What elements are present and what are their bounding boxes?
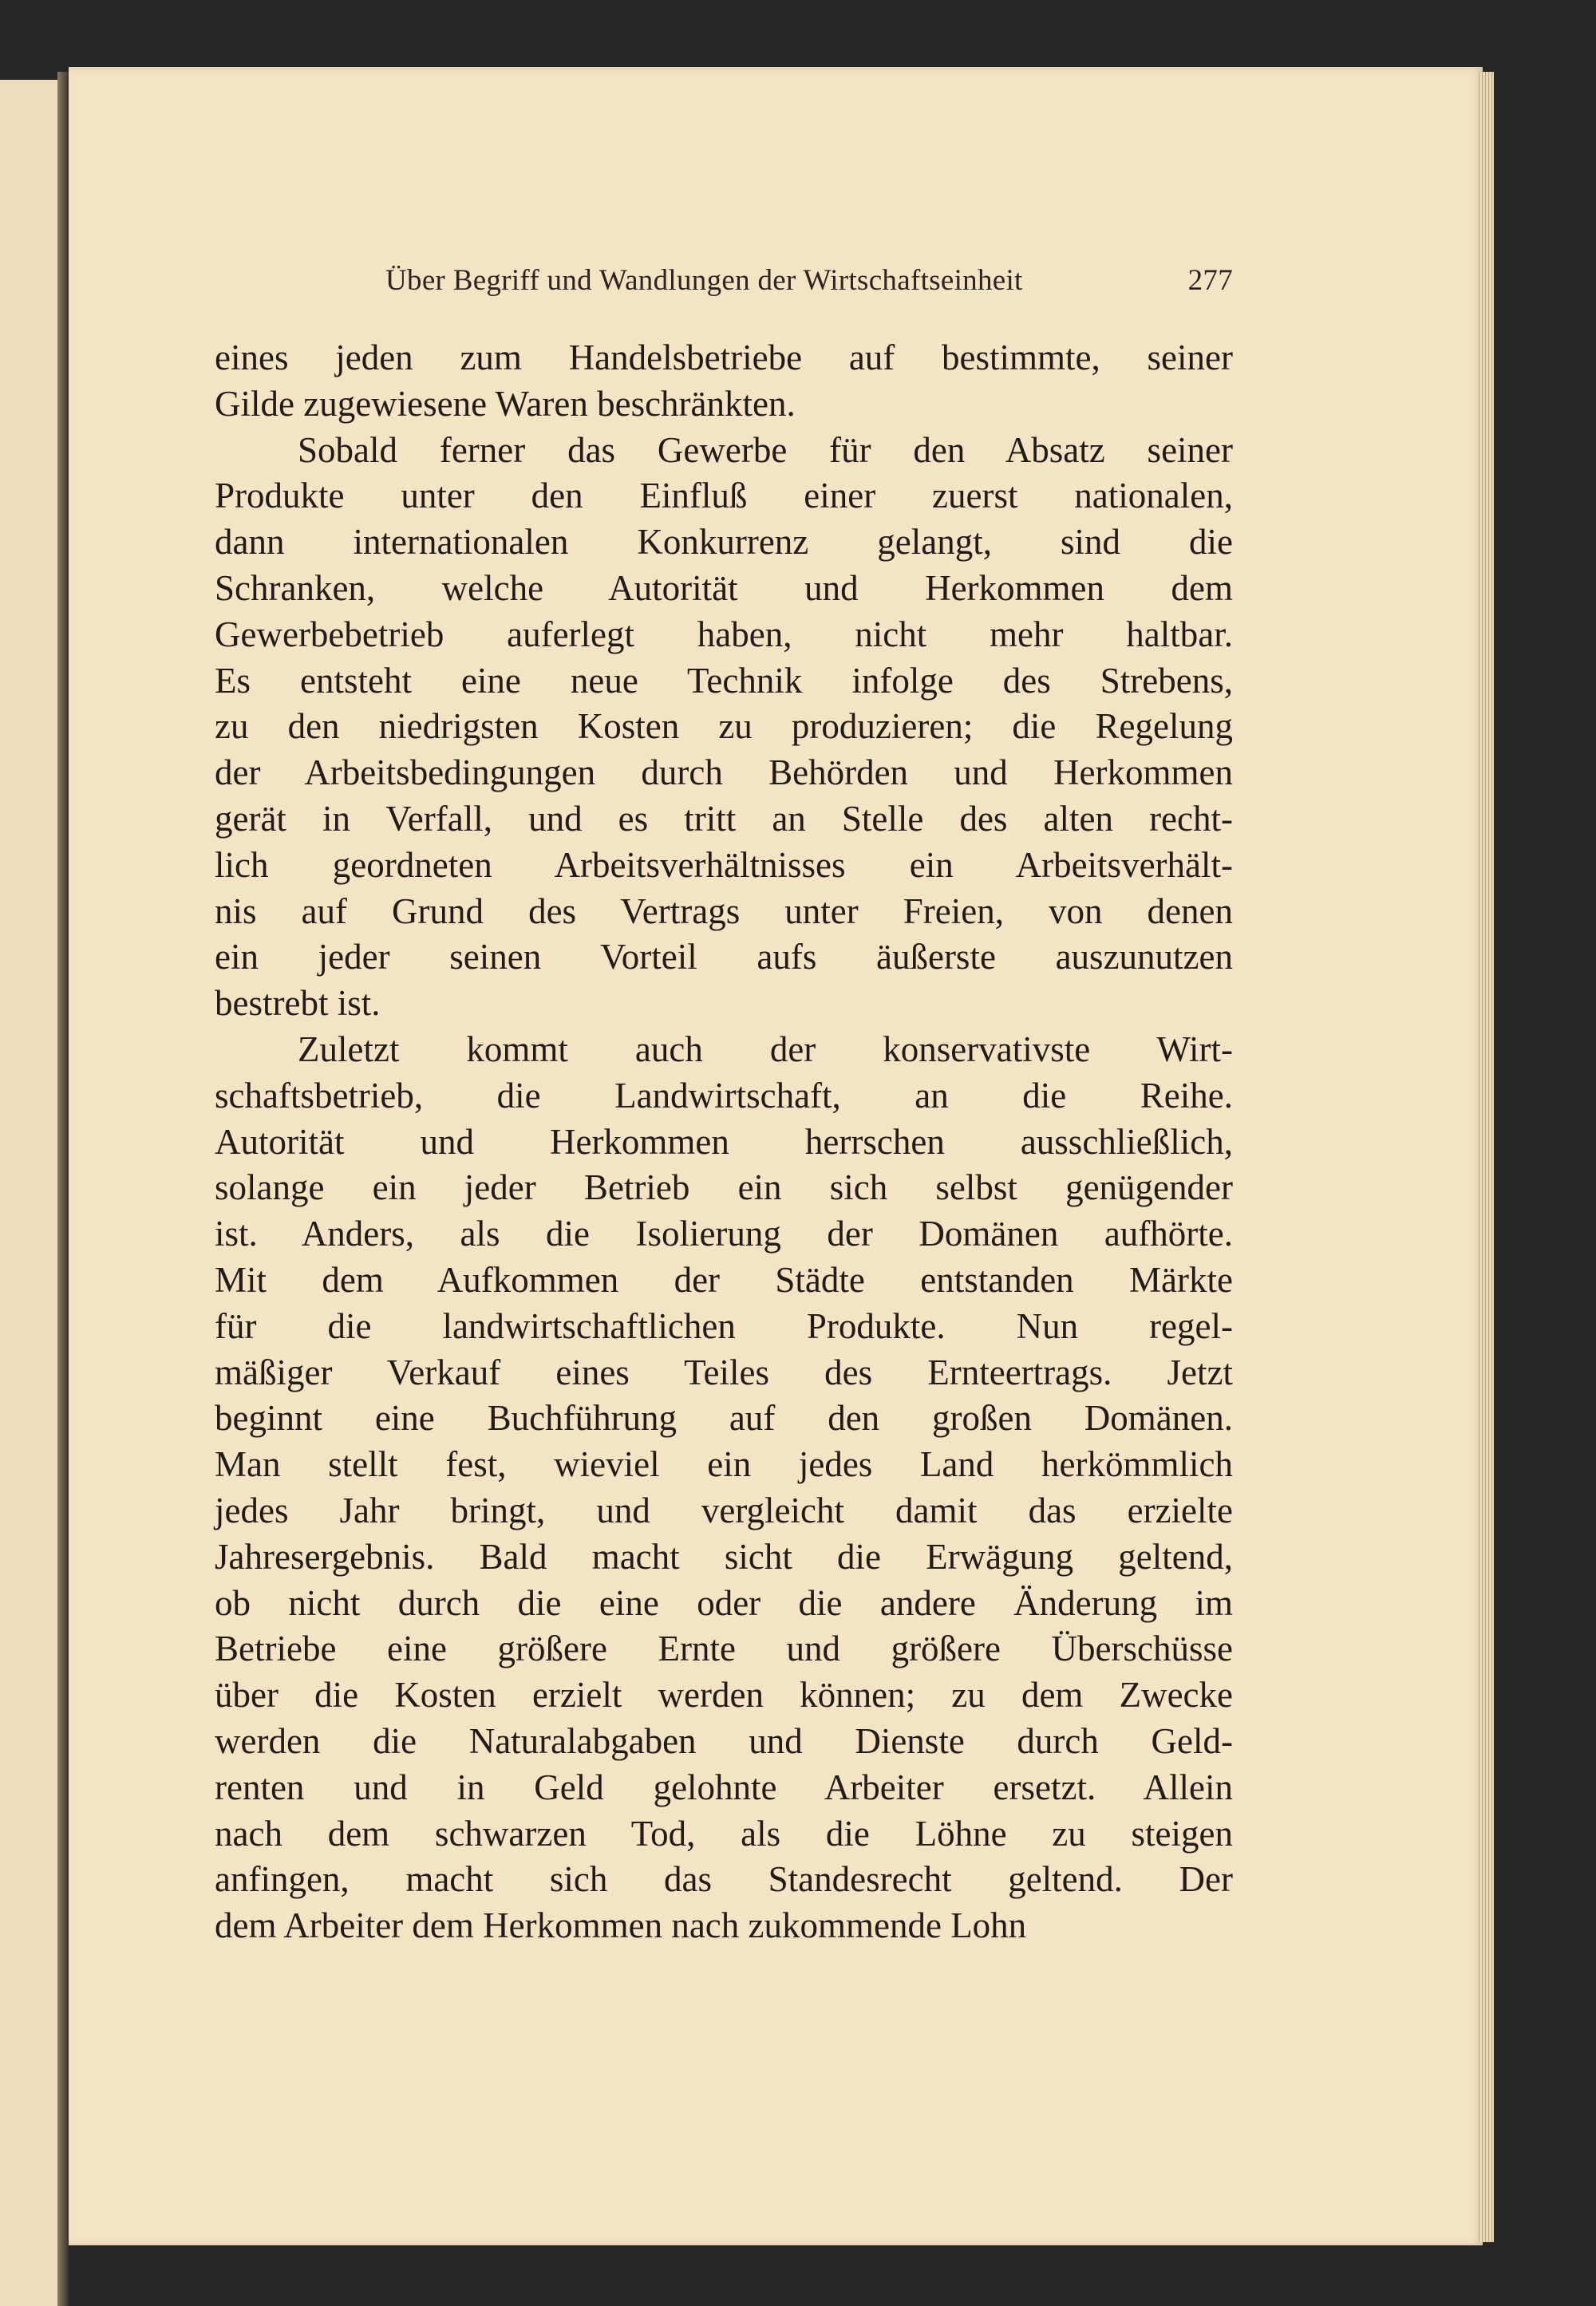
text-line: dem Arbeiter dem Herkommen nach zukommende Lohn	[215, 1905, 1027, 1946]
text-line: dann internationalen Konkurrenz gelangt, sind die	[215, 522, 1233, 563]
text-line: renten und in Geld gelohnte Arbeiter ersetzt. Allein	[215, 1767, 1233, 1807]
text-line: Gewerbebetrieb auferlegt haben, nicht mehr haltbar.	[215, 614, 1233, 654]
running-header	[385, 263, 1233, 298]
text-line: Es entsteht eine neue Technik infolge des Strebens,	[215, 660, 1233, 701]
text-line: zu den niedrigsten Kosten zu produzieren; die Regelung	[215, 706, 1233, 747]
page-number: 277	[1187, 264, 1233, 297]
book-gutter	[57, 72, 69, 2306]
text-line: ist. Anders, als die Isolierung der Domänen aufhörte.	[215, 1214, 1233, 1254]
body-text	[215, 335, 1233, 1949]
text-line: Gilde zugewiesene Waren beschränkten.	[215, 383, 796, 424]
text-line: mäßiger Verkauf eines Teiles des Ernteertrags. Jetzt	[215, 1352, 1233, 1392]
text-line: Sobald ferner das Gewerbe für den Absatz seiner	[298, 429, 1233, 470]
text-line: schaftsbetrieb, die Landwirtschaft, an die Reihe.	[215, 1075, 1233, 1115]
text-line: solange ein jeder Betrieb ein sich selbst genügender	[215, 1167, 1233, 1208]
text-line: für die landwirtschaftlichen Produkte. Nun regel-	[215, 1305, 1233, 1346]
text-line: über die Kosten erzielt werden können; zu dem Zwecke	[215, 1675, 1233, 1716]
text-line: lich geordneten Arbeitsverhältnisses ein Arbeitsverhält-	[215, 844, 1233, 885]
text-line: Jahresergebnis. Bald macht sicht die Erwägung geltend,	[215, 1536, 1233, 1577]
text-line: Zuletzt kommt auch der konservativste Wirt-	[298, 1029, 1233, 1069]
text-line: Schranken, welche Autorität und Herkommen dem	[215, 567, 1233, 608]
text-line: nis auf Grund des Vertrags unter Freien, von denen	[215, 890, 1233, 931]
text-line: anfingen, macht sich das Standesrecht geltend. Der	[215, 1859, 1233, 1900]
running-title: Über Begriff und Wandlungen der Wirtschaftseinheit	[385, 264, 1023, 297]
page-stack-edge	[1476, 72, 1494, 2242]
text-line: eines jeden zum Handelsbetriebe auf bestimmte, seiner	[215, 338, 1233, 377]
text-line: Autorität und Herkommen herrschen ausschließlich,	[215, 1121, 1233, 1162]
text-line: bestrebt ist.	[215, 983, 381, 1024]
text-line: Produkte unter den Einfluß einer zuerst nationalen,	[215, 476, 1233, 516]
text-line: Man stellt fest, wieviel ein jedes Land herkömmlich	[215, 1444, 1233, 1485]
text-line: der Arbeitsbedingungen durch Behörden und Herkommen	[215, 752, 1233, 793]
text-line: Mit dem Aufkommen der Städte entstanden Märkte	[215, 1259, 1233, 1300]
text-line: ein jeder seinen Vorteil aufs äußerste auszunutzen	[215, 937, 1233, 977]
text-line: ob nicht durch die eine oder die andere Änderung im	[215, 1582, 1233, 1623]
text-line: jedes Jahr bringt, und vergleicht damit das erzielte	[215, 1490, 1233, 1530]
text-line: beginnt eine Buchführung auf den großen Domänen.	[215, 1398, 1233, 1439]
text-line: gerät in Verfall, und es tritt an Stelle des alten recht-	[215, 798, 1233, 839]
text-line: Betriebe eine größere Ernte und größere Überschüsse	[215, 1629, 1233, 1669]
facing-page-edge	[0, 80, 57, 2306]
text-line: werden die Naturalabgaben und Dienste durch Geld-	[215, 1720, 1233, 1761]
text-line: nach dem schwarzen Tod, als die Löhne zu steigen	[215, 1813, 1233, 1854]
